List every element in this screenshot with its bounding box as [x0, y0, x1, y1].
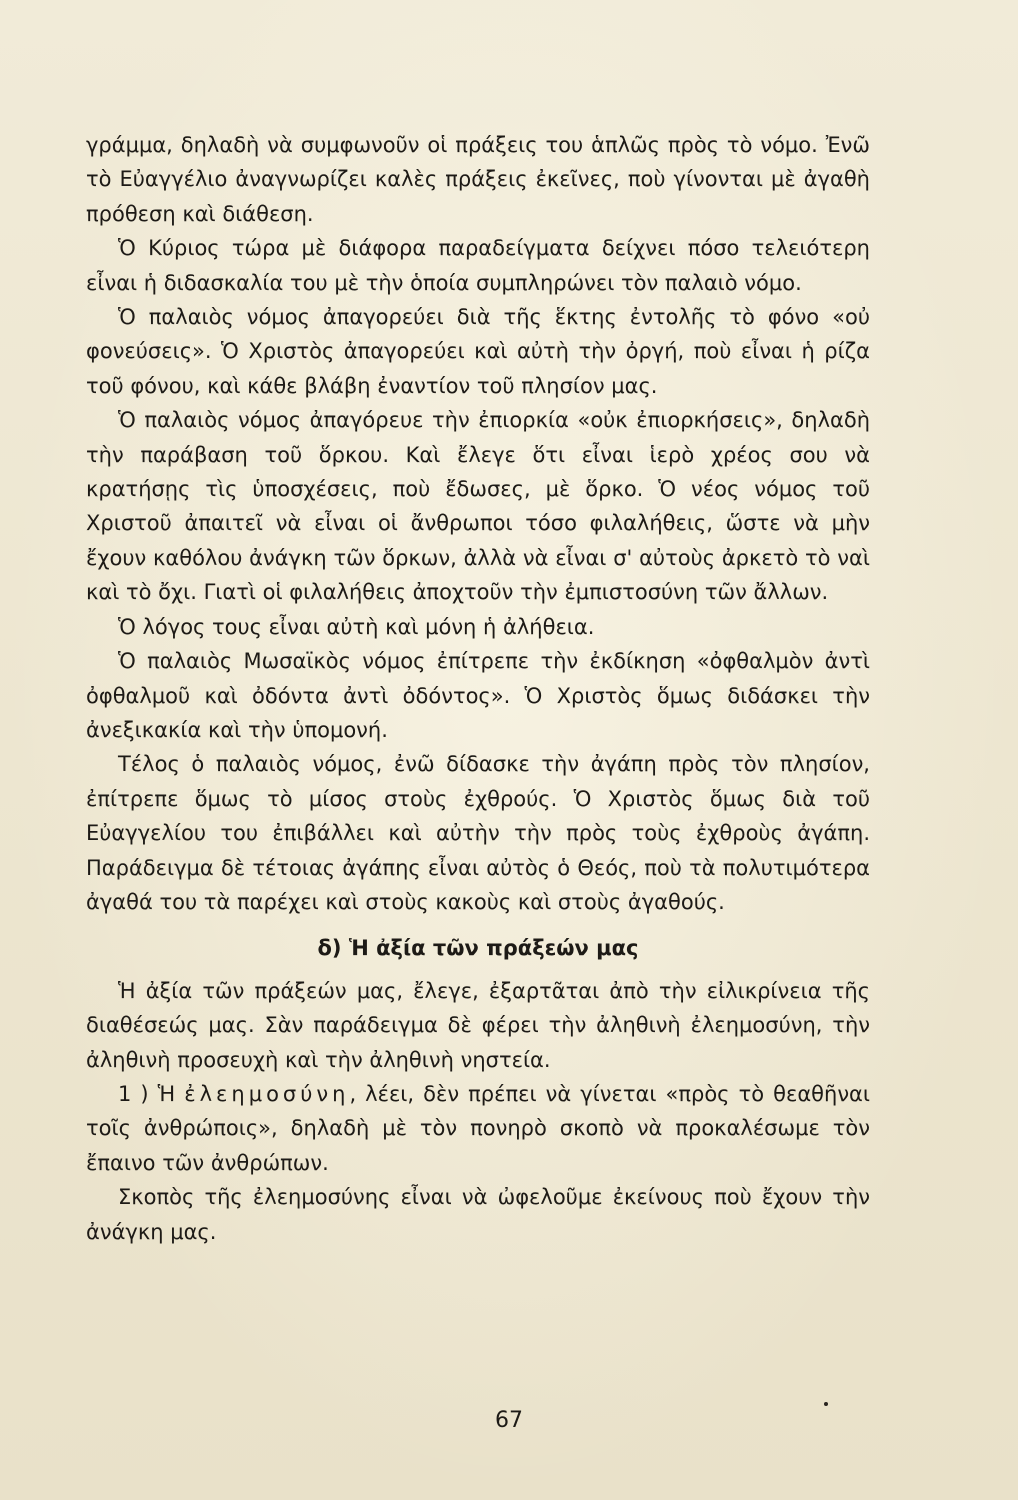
paragraph: γράμμα, δηλαδὴ νὰ συμφωνοῦν οἱ πράξεις του ἁπλῶς πρὸς τὸ νόμο. Ἐνῶ τὸ Εὐαγγέλιο ἀναγνωρίζει καλὲς πράξεις ἐκεῖνες, ποὺ γίνονται μὲ ἀγαθὴ πρόθεση καὶ διάθεση. — [86, 133, 870, 226]
paragraph: Ὁ Κύριος τώρα μὲ διάφορα παραδείγματα δείχνει πόσο τελειότερη εἶναι ἡ διδασκαλία του μὲ τὴν ὁποία συμπληρώνει τὸν παλαιὸ νόμο. — [86, 236, 870, 295]
list-number: 1 ) Ἡ — [118, 1081, 185, 1106]
page-number: 67 — [495, 1408, 523, 1433]
body-text — [86, 128, 870, 1249]
paragraph-text: , λέει, δὲν πρέπει νὰ γίνεται «πρὸς τὸ θεαθῆναι τοῖς ἀνθρώποις», δηλαδὴ μὲ τὸν πονηρὸ σκοπὸ νὰ προκαλέσωμε τὸν ἔπαινο τῶν ἀνθρώπων. — [86, 1081, 870, 1175]
paragraph: Ὁ λόγος τους εἶναι αὐτὴ καὶ μόνη ἡ ἀλήθεια. — [118, 614, 595, 639]
print-speck — [824, 1402, 828, 1406]
paragraph: Σκοπὸς τῆς ἐλεημοσύνης εἶναι νὰ ὠφελοῦμε ἐκείνους ποὺ ἔχουν τὴν ἀνάγκη μας. — [86, 1185, 870, 1244]
paragraph: Ὁ παλαιὸς νόμος ἀπαγόρευε τὴν ἐπιορκία «οὐκ ἐπιορκήσεις», δηλαδὴ τὴν παράβαση τοῦ ὅρκου. Καὶ ἔλεγε ὅτι εἶναι ἱερὸ χρέος σου νὰ κρατήσῃς τὶς ὑποσχέσεις, ποὺ ἔδωσες, μὲ ὅρκο. Ὁ νέος νόμος τοῦ Χριστοῦ ἀπαιτεῖ νὰ εἶναι οἱ ἄνθρωποι τόσο φιλαλήθεις, ὥστε νὰ μὴν ἔχουν καθόλου ἀνάγκη τῶν ὅρκων, ἀλλὰ νὰ εἶναι σ' αὐτοὺς ἀρκετὸ τὸ ναὶ καὶ τὸ ὄχι. Γιατὶ οἱ φιλαλήθεις ἀποχτοῦν τὴν ἐμπιστοσύνη τῶν ἄλλων. — [86, 408, 870, 605]
paragraph: Τέλος ὁ παλαιὸς νόμος, ἐνῶ δίδασκε τὴν ἀγάπη πρὸς τὸν πλησίον, ἐπίτρεπε ὅμως τὸ μίσος στοὺς ἐχθρούς. Ὁ Χριστὸς ὅμως διὰ τοῦ Εὐαγγελίου του ἐπιβάλλει καὶ αὐτὴν τὴν πρὸς τοὺς ἐχθροὺς ἀγάπη. Παράδειγμα δὲ τέτοιας ἀγάπης εἶναι αὐτὸς ὁ Θεός, ποὺ τὰ πολυτιμότερα ἀγαθά του τὰ παρέχει καὶ στοὺς κακοὺς καὶ στοὺς ἀγαθούς. — [86, 752, 870, 914]
paragraph: Ἡ ἀξία τῶν πράξεών μας, ἔλεγε, ἐξαρτᾶται ἀπὸ τὴν εἰλικρίνεια τῆς διαθέσεώς μας. Σὰν παράδειγμα δὲ φέρει τὴν ἀληθινὴ ἐλεημοσύνη, τὴν ἀληθινὴ προσευχὴ καὶ τὴν ἀληθινὴ νηστεία. — [86, 978, 870, 1072]
paragraph: Ὁ παλαιὸς Μωσαϊκὸς νόμος ἐπίτρεπε τὴν ἐκδίκηση «ὀφθαλμὸν ἀντὶ ὀφθαλμοῦ καὶ ὀδόντα ἀντὶ ὀδόντος». Ὁ Χριστὸς ὅμως διδάσκει τὴν ἀνεξικακία καὶ τὴν ὑπομονή. — [86, 649, 870, 742]
paragraph: Ὁ παλαιὸς νόμος ἀπαγορεύει διὰ τῆς ἕκτης ἐντολῆς τὸ φόνο «οὐ φονεύσεις». Ὁ Χριστὸς ἀπαγορεύει καὶ αὐτὴ τὴν ὀργή, ποὺ εἶναι ἡ ρίζα τοῦ φόνου, καὶ κάθε βλάβη ἐναντίον τοῦ πλησίον μας. — [86, 305, 870, 398]
section-heading: δ) Ἡ ἀξία τῶν πράξεών μας — [317, 936, 639, 961]
emphasized-term: ἐλεημοσύνη — [184, 1081, 350, 1106]
paragraph — [86, 1077, 870, 1180]
